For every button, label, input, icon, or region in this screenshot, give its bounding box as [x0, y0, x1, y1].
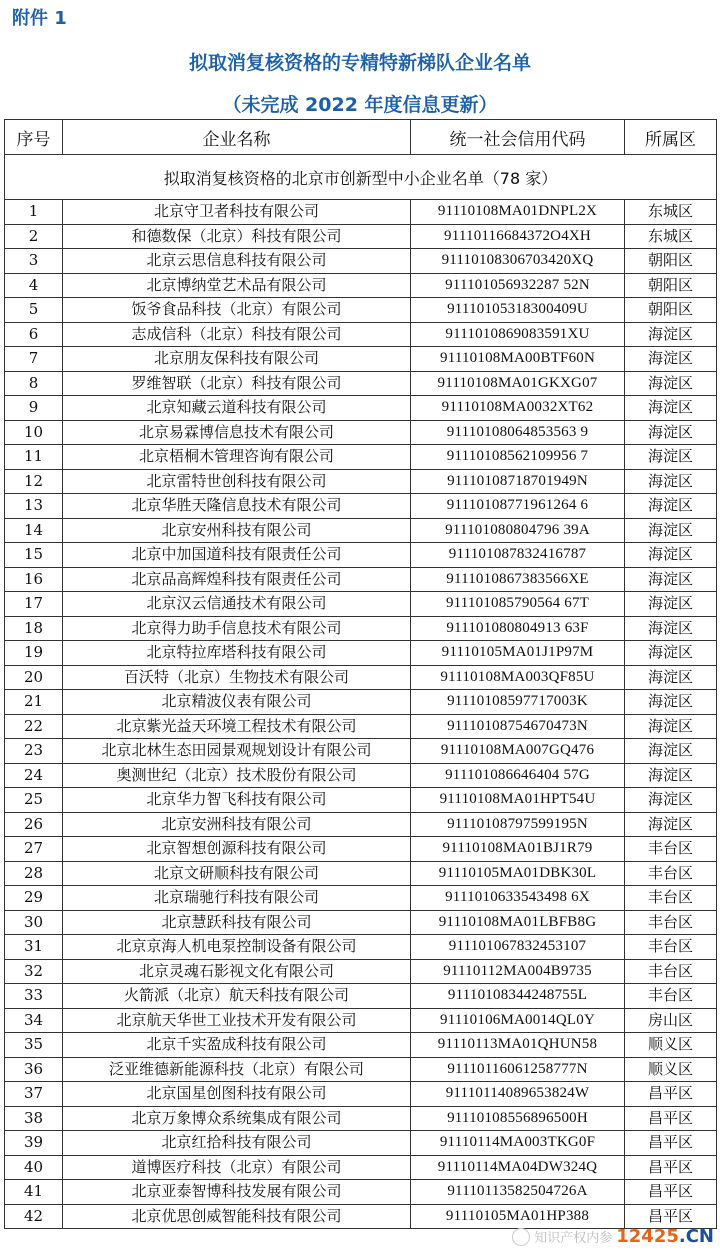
- row-number: 5: [5, 298, 63, 323]
- company-name: 奥测世纪（北京）技术股份有限公司: [63, 763, 411, 788]
- district: 海淀区: [625, 322, 717, 347]
- company-name: 北京精波仪表有限公司: [63, 690, 411, 715]
- company-name: 饭爷食品科技（北京）有限公司: [63, 298, 411, 323]
- row-number: 9: [5, 396, 63, 421]
- row-number: 36: [5, 1057, 63, 1082]
- credit-code: 91110108771961264 6: [411, 494, 625, 519]
- row-number: 22: [5, 714, 63, 739]
- district: 昌平区: [625, 1180, 717, 1205]
- credit-code: 911101080804796 39A: [411, 518, 625, 543]
- credit-code: 911101086646404 57G: [411, 763, 625, 788]
- company-name: 泛亚维德新能源科技（北京）有限公司: [63, 1057, 411, 1082]
- watermark-text: 知识产权内参: [534, 1231, 613, 1246]
- company-name: 北京北林生态田园景观规划设计有限公司: [63, 739, 411, 764]
- table-row: [5, 1033, 717, 1058]
- district: 海淀区: [625, 788, 717, 813]
- company-name: 北京京海人机电泵控制设备有限公司: [63, 935, 411, 960]
- credit-code: 91110116061258777N: [411, 1057, 625, 1082]
- district: 丰台区: [625, 910, 717, 935]
- company-table: [4, 119, 717, 1229]
- credit-code: 91110116684372O4XH: [411, 224, 625, 249]
- company-name: 北京品高辉煌科技有限责任公司: [63, 567, 411, 592]
- credit-code: 91110108MA01BJ1R79: [411, 837, 625, 862]
- row-number: 6: [5, 322, 63, 347]
- credit-code: 91110108754670473N: [411, 714, 625, 739]
- district: 昌平区: [625, 1106, 717, 1131]
- company-name: 北京博纳堂艺术品有限公司: [63, 273, 411, 298]
- row-number: 11: [5, 445, 63, 470]
- table-row: [5, 445, 717, 470]
- district: 海淀区: [625, 690, 717, 715]
- district: 海淀区: [625, 396, 717, 421]
- company-name: 北京华胜天隆信息技术有限公司: [63, 494, 411, 519]
- district: 海淀区: [625, 518, 717, 543]
- company-name: 北京易霖博信息技术有限公司: [63, 420, 411, 445]
- row-number: 40: [5, 1155, 63, 1180]
- credit-code: 91110108797599195N: [411, 812, 625, 837]
- district: 海淀区: [625, 543, 717, 568]
- district: 昌平区: [625, 1082, 717, 1107]
- table-row: [5, 690, 717, 715]
- row-number: 39: [5, 1131, 63, 1156]
- column-header-district: 所属区: [625, 120, 717, 155]
- table-row: [5, 714, 717, 739]
- table-row: [5, 739, 717, 764]
- company-name: 北京汉云信通技术有限公司: [63, 592, 411, 617]
- credit-code: 91110108556896500H: [411, 1106, 625, 1131]
- table-row: [5, 518, 717, 543]
- row-number: 28: [5, 861, 63, 886]
- company-name: 北京灵魂石影视文化有限公司: [63, 959, 411, 984]
- company-name: 北京知藏云道科技有限公司: [63, 396, 411, 421]
- district: 顺义区: [625, 1033, 717, 1058]
- company-name: 北京守卫者科技有限公司: [63, 200, 411, 225]
- credit-code: 91110106MA0014QL0Y: [411, 1008, 625, 1033]
- site-logo: [616, 1226, 714, 1247]
- credit-code: 91110105318300409U: [411, 298, 625, 323]
- table-row: [5, 1082, 717, 1107]
- credit-code: 91110108MA00BTF60N: [411, 347, 625, 372]
- table-row: [5, 543, 717, 568]
- credit-code: 911101087832416787: [411, 543, 625, 568]
- row-number: 30: [5, 910, 63, 935]
- row-number: 18: [5, 616, 63, 641]
- row-number: 25: [5, 788, 63, 813]
- company-name: 北京智想创源科技有限公司: [63, 837, 411, 862]
- company-name: 北京梧桐木管理咨询有限公司: [63, 445, 411, 470]
- row-number: 37: [5, 1082, 63, 1107]
- row-number: 38: [5, 1106, 63, 1131]
- row-number: 1: [5, 200, 63, 225]
- company-name: 北京得力助手信息技术有限公司: [63, 616, 411, 641]
- credit-code: 91110113582504726A: [411, 1180, 625, 1205]
- district: 东城区: [625, 224, 717, 249]
- district: 朝阳区: [625, 273, 717, 298]
- row-number: 34: [5, 1008, 63, 1033]
- district: 海淀区: [625, 665, 717, 690]
- company-name: 北京优思创威智能科技有限公司: [63, 1204, 411, 1229]
- row-number: 15: [5, 543, 63, 568]
- district: 东城区: [625, 200, 717, 225]
- credit-code: 91110108562109956 7: [411, 445, 625, 470]
- row-number: 16: [5, 567, 63, 592]
- row-number: 32: [5, 959, 63, 984]
- row-number: 24: [5, 763, 63, 788]
- row-number: 7: [5, 347, 63, 372]
- district: 丰台区: [625, 837, 717, 862]
- credit-code: 91110108344248755L: [411, 984, 625, 1009]
- table-row: [5, 910, 717, 935]
- district: 顺义区: [625, 1057, 717, 1082]
- credit-code: 91110108MA01HPT54U: [411, 788, 625, 813]
- company-name: 百沃特（北京）生物技术有限公司: [63, 665, 411, 690]
- table-row: [5, 1057, 717, 1082]
- district: 海淀区: [625, 469, 717, 494]
- credit-code: 911101085790564 67T: [411, 592, 625, 617]
- watermark: [512, 1226, 714, 1247]
- row-number: 20: [5, 665, 63, 690]
- wechat-icon: [512, 1228, 530, 1246]
- row-number: 27: [5, 837, 63, 862]
- district: 海淀区: [625, 445, 717, 470]
- company-name: 北京文研顺科技有限公司: [63, 861, 411, 886]
- company-name: 北京云思信息科技有限公司: [63, 249, 411, 274]
- company-name: 北京瑞驰行科技有限公司: [63, 886, 411, 911]
- row-number: 31: [5, 935, 63, 960]
- table-row: [5, 616, 717, 641]
- table-row: [5, 959, 717, 984]
- row-number: 4: [5, 273, 63, 298]
- district: 丰台区: [625, 959, 717, 984]
- district: 海淀区: [625, 347, 717, 372]
- company-name: 北京航天华世工业技术开发有限公司: [63, 1008, 411, 1033]
- table-row: [5, 567, 717, 592]
- table-row: [5, 1204, 717, 1229]
- district: 海淀区: [625, 812, 717, 837]
- row-number: 21: [5, 690, 63, 715]
- table-row: [5, 469, 717, 494]
- row-number: 23: [5, 739, 63, 764]
- district: 海淀区: [625, 641, 717, 666]
- table-row: [5, 298, 717, 323]
- district: 海淀区: [625, 371, 717, 396]
- credit-code: 91110105MA01HP388: [411, 1204, 625, 1229]
- district: 昌平区: [625, 1131, 717, 1156]
- credit-code: 91110114089653824W: [411, 1082, 625, 1107]
- column-header-name: 企业名称: [63, 120, 411, 155]
- table-row: [5, 763, 717, 788]
- credit-code: 911101056932287 52N: [411, 273, 625, 298]
- row-number: 35: [5, 1033, 63, 1058]
- company-name: 北京亚泰智博科技发展有限公司: [63, 1180, 411, 1205]
- district: 朝阳区: [625, 249, 717, 274]
- table-row: [5, 1155, 717, 1180]
- credit-code: 91110108MA007GQ476: [411, 739, 625, 764]
- table-row: [5, 984, 717, 1009]
- credit-code: 91110114MA04DW324Q: [411, 1155, 625, 1180]
- credit-code: 91110112MA004B9735: [411, 959, 625, 984]
- table-row: [5, 592, 717, 617]
- district: 朝阳区: [625, 298, 717, 323]
- table-row: [5, 371, 717, 396]
- credit-code: 91110105MA01J1P97M: [411, 641, 625, 666]
- table-row: [5, 861, 717, 886]
- district: 海淀区: [625, 714, 717, 739]
- site-logo-number: 12425: [616, 1226, 679, 1247]
- row-number: 10: [5, 420, 63, 445]
- row-number: 2: [5, 224, 63, 249]
- district: 丰台区: [625, 984, 717, 1009]
- company-name: 北京慧跃科技有限公司: [63, 910, 411, 935]
- credit-code: 91110108597717003K: [411, 690, 625, 715]
- table-row: [5, 494, 717, 519]
- table-row: [5, 1131, 717, 1156]
- credit-code: 91110108MA01DNPL2X: [411, 200, 625, 225]
- company-name: 北京红拾科技有限公司: [63, 1131, 411, 1156]
- credit-code: 9111010867383566XE: [411, 567, 625, 592]
- row-number: 33: [5, 984, 63, 1009]
- company-name: 北京朋友保科技有限公司: [63, 347, 411, 372]
- district: 海淀区: [625, 616, 717, 641]
- table-row: [5, 1008, 717, 1033]
- table-row: [5, 200, 717, 225]
- district: 房山区: [625, 1008, 717, 1033]
- credit-code: 91110114MA003TKG0F: [411, 1131, 625, 1156]
- credit-code: 91110108MA003QF85U: [411, 665, 625, 690]
- company-name: 北京安州科技有限公司: [63, 518, 411, 543]
- row-number: 14: [5, 518, 63, 543]
- district: 丰台区: [625, 935, 717, 960]
- district: 海淀区: [625, 567, 717, 592]
- row-number: 17: [5, 592, 63, 617]
- district: 昌平区: [625, 1155, 717, 1180]
- table-row: [5, 224, 717, 249]
- credit-code: 91110108306703420XQ: [411, 249, 625, 274]
- table-row: [5, 396, 717, 421]
- company-name: 北京安洲科技有限公司: [63, 812, 411, 837]
- district: 海淀区: [625, 592, 717, 617]
- district: 昌平区: [625, 1204, 717, 1229]
- table-row: [5, 812, 717, 837]
- table-row: [5, 935, 717, 960]
- credit-code: 9111010633543498 6X: [411, 886, 625, 911]
- row-number: 13: [5, 494, 63, 519]
- credit-code: 91110108MA01LBFB8G: [411, 910, 625, 935]
- site-logo-suffix: .CN: [678, 1226, 714, 1247]
- credit-code: 91110108MA01GKXG07: [411, 371, 625, 396]
- district: 海淀区: [625, 494, 717, 519]
- table-row: [5, 273, 717, 298]
- credit-code: 911101080804913 63F: [411, 616, 625, 641]
- row-number: 8: [5, 371, 63, 396]
- table-row: [5, 322, 717, 347]
- district: 海淀区: [625, 763, 717, 788]
- table-row: [5, 837, 717, 862]
- district: 海淀区: [625, 420, 717, 445]
- district: 丰台区: [625, 861, 717, 886]
- table-row: [5, 886, 717, 911]
- attachment-label: 附件 1: [12, 8, 67, 29]
- company-name: 北京国星创图科技有限公司: [63, 1082, 411, 1107]
- credit-code: 911101067832453107: [411, 935, 625, 960]
- row-number: 41: [5, 1180, 63, 1205]
- company-name: 北京紫光益天环境工程技术有限公司: [63, 714, 411, 739]
- company-name: 北京华力智飞科技有限公司: [63, 788, 411, 813]
- table-row: [5, 420, 717, 445]
- column-header-no: 序号: [5, 120, 63, 155]
- company-name: 北京千实盈成科技有限公司: [63, 1033, 411, 1058]
- company-name: 罗维智联（北京）科技有限公司: [63, 371, 411, 396]
- table-row: [5, 788, 717, 813]
- row-number: 19: [5, 641, 63, 666]
- company-name: 和德数保（北京）科技有限公司: [63, 224, 411, 249]
- credit-code: 91110108MA0032XT62: [411, 396, 625, 421]
- company-name: 火箭派（北京）航天科技有限公司: [63, 984, 411, 1009]
- company-name: 北京特拉库塔科技有限公司: [63, 641, 411, 666]
- table-row: [5, 641, 717, 666]
- row-number: 29: [5, 886, 63, 911]
- company-name: 道博医疗科技（北京）有限公司: [63, 1155, 411, 1180]
- table-row: [5, 665, 717, 690]
- row-number: 26: [5, 812, 63, 837]
- row-number: 42: [5, 1204, 63, 1229]
- table-row: [5, 1180, 717, 1205]
- district: 海淀区: [625, 739, 717, 764]
- table-row: [5, 347, 717, 372]
- table-row: [5, 249, 717, 274]
- company-name: 北京万象博众系统集成有限公司: [63, 1106, 411, 1131]
- page-title: 拟取消复核资格的专精特新梯队企业名单: [188, 52, 531, 74]
- credit-code: 91110108064853563 9: [411, 420, 625, 445]
- credit-code: 91110113MA01QHUN58: [411, 1033, 625, 1058]
- company-name: 志成信科（北京）科技有限公司: [63, 322, 411, 347]
- credit-code: 91110105MA01DBK30L: [411, 861, 625, 886]
- credit-code: 9111010869083591XU: [411, 322, 625, 347]
- company-name: 北京雷特世创科技有限公司: [63, 469, 411, 494]
- credit-code: 91110108718701949N: [411, 469, 625, 494]
- column-header-code: 统一社会信用代码: [411, 120, 625, 155]
- section-title: 拟取消复核资格的北京市创新型中小企业名单（78 家）: [5, 155, 717, 200]
- row-number: 3: [5, 249, 63, 274]
- district: 丰台区: [625, 886, 717, 911]
- row-number: 12: [5, 469, 63, 494]
- company-name: 北京中加国道科技有限责任公司: [63, 543, 411, 568]
- page-subtitle: （未完成 2022 年度信息更新）: [222, 94, 498, 116]
- table-row: [5, 1106, 717, 1131]
